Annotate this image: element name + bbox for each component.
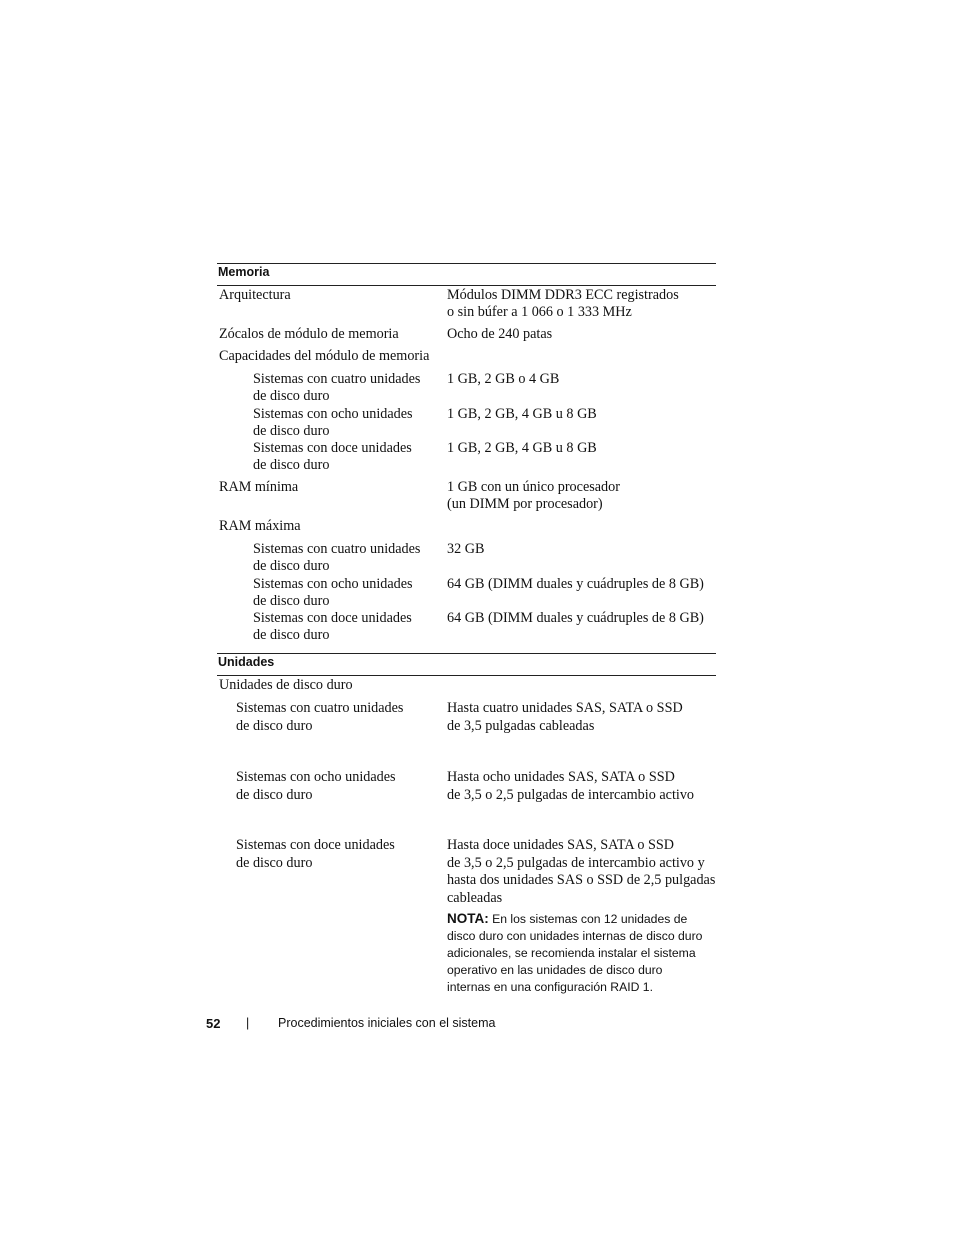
ram-maxima-row-value: 64 GB (DIMM duales y cuádruples de 8 GB) [447,576,704,592]
row-label-line: Sistemas con doce unidades [236,837,395,853]
row-label-line: de disco duro [236,786,313,803]
row-label-line: Sistemas con ocho unidades [253,406,413,422]
row-label-line: de disco duro [253,558,330,575]
row-label-line: de disco duro [253,457,330,474]
row-label-line: Sistemas con doce unidades [253,610,412,626]
footer-title: Procedimientos iniciales con el sistema [278,1016,496,1030]
ram-maxima-row-value: 32 GB [447,541,485,557]
row-value-line: Hasta ocho unidades SAS, SATA o SSD [447,769,675,785]
unidades-row-label [236,700,403,735]
row-label-line: de disco duro [253,593,330,610]
unidades-row-value [447,700,683,735]
row-value-line: de 3,5 o 2,5 pulgadas de intercambio activo y [447,854,705,871]
unidades-section-header: Unidades [218,655,275,669]
capacidades-row-value: 1 GB, 2 GB, 4 GB u 8 GB [447,406,597,422]
arquitectura-value [447,287,679,321]
ram-maxima-row-label [253,576,413,610]
nota-block [447,910,717,996]
row-label-line: Sistemas con cuatro unidades [253,371,421,387]
capacidades-row-label [253,406,413,440]
capacidades-row-value: 1 GB, 2 GB o 4 GB [447,371,560,387]
memoria-section-header: Memoria [218,265,270,279]
zocalos-label: Zócalos de módulo de memoria [219,326,399,342]
ram-minima-value-line: 1 GB con un único procesador [447,479,620,495]
ram-maxima-row-label [253,610,412,644]
nota-line: operativo en las unidades de disco duro [447,963,663,977]
nota-line: En los sistemas con 12 unidades de [488,912,688,926]
unidades-header-rule [217,675,716,676]
row-value-line: de 3,5 pulgadas cableadas [447,717,595,734]
row-label-line: de disco duro [253,388,330,405]
zocalos-value: Ocho de 240 patas [447,326,553,342]
row-label-line: Sistemas con ocho unidades [236,769,396,785]
ram-maxima-row-label [253,541,420,575]
row-label-line: de disco duro [236,854,313,871]
nota-line: disco duro con unidades internas de disco duro [447,929,703,943]
row-value-line: Hasta doce unidades SAS, SATA o SSD [447,837,675,853]
arquitectura-label: Arquitectura [219,287,291,303]
row-label-line: de disco duro [253,627,330,644]
unidades-top-rule [217,653,716,654]
row-label-line: de disco duro [253,423,330,440]
arquitectura-value-line: Módulos DIMM DDR3 ECC registrados [447,287,679,303]
ram-minima-value-line: (un DIMM por procesador) [447,496,603,513]
row-label-line: Sistemas con ocho unidades [253,576,413,592]
capacidades-row-label [253,371,420,405]
ram-maxima-label: RAM máxima [219,518,301,534]
unidades-disco-duro-label: Unidades de disco duro [219,677,353,693]
ram-minima-label: RAM mínima [219,479,299,495]
row-value-line: cableadas [447,889,503,906]
nota-label: NOTA: [447,911,489,926]
row-label-line: Sistemas con cuatro unidades [236,700,404,716]
capacidades-row-value: 1 GB, 2 GB, 4 GB u 8 GB [447,440,597,456]
row-value-line: de 3,5 o 2,5 pulgadas de intercambio activo [447,786,695,803]
footer-separator: | [246,1016,250,1030]
unidades-row-label [236,769,396,804]
nota-first-line [447,910,717,928]
capacidades-label: Capacidades del módulo de memoria [219,348,430,364]
row-value-line: hasta dos unidades SAS o SSD de 2,5 pulgadas [447,872,716,888]
memoria-header-rule [217,285,716,286]
unidades-row-value [447,769,694,804]
row-label-line: Sistemas con doce unidades [253,440,412,456]
ram-minima-value [447,479,620,513]
page-number: 52 [206,1016,221,1031]
capacidades-row-label [253,440,412,474]
nota-line: internas en una configuración RAID 1. [447,980,653,994]
arquitectura-value-line: o sin búfer a 1 066 o 1 333 MHz [447,304,632,321]
row-value-line: Hasta cuatro unidades SAS, SATA o SSD [447,700,683,716]
memoria-top-rule [217,263,716,264]
nota-line: adicionales, se recomienda instalar el sistema [447,946,696,960]
unidades-row-value [447,837,715,907]
ram-maxima-row-value: 64 GB (DIMM duales y cuádruples de 8 GB) [447,610,704,626]
row-label-line: de disco duro [236,717,313,734]
unidades-row-label [236,837,395,872]
row-label-line: Sistemas con cuatro unidades [253,541,421,557]
